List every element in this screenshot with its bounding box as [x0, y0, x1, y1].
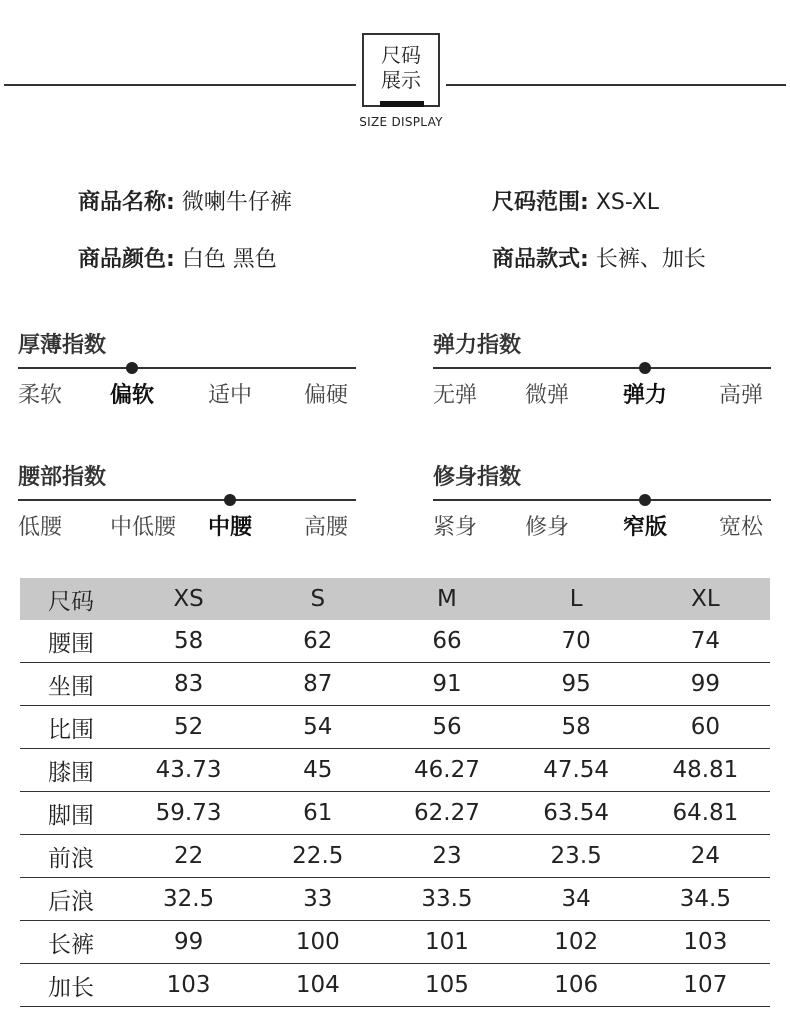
measurement-value: 100: [253, 921, 382, 964]
measurement-value: 104: [253, 964, 382, 1007]
product-style-label: 商品款式:: [492, 247, 589, 272]
index-title: 厚薄指数: [18, 333, 107, 358]
size-table: [20, 578, 770, 1007]
product-color: [78, 242, 277, 273]
measurement-value: 105: [382, 964, 511, 1007]
badge-line-2: 展示: [381, 68, 421, 92]
index-option: 中低腰: [110, 515, 177, 540]
measurement-value: 74: [641, 620, 770, 663]
index-option: 宽松: [719, 515, 764, 540]
table-row: [20, 749, 770, 792]
elasticity-index: [433, 328, 771, 418]
table-row: [20, 792, 770, 835]
product-style: [492, 242, 706, 273]
measurement-value: 23.5: [512, 835, 641, 878]
measurement-value: 102: [512, 921, 641, 964]
index-option: 中腰: [208, 515, 253, 540]
index-option: 柔软: [18, 383, 63, 408]
index-track: [18, 499, 356, 501]
index-title: 腰部指数: [18, 465, 107, 490]
badge-line-1: 尺码: [381, 43, 421, 67]
measurement-value: 95: [512, 663, 641, 706]
product-name-value: 微喇牛仔裤: [181, 190, 292, 215]
table-row: [20, 706, 770, 749]
header-rule-left: [4, 84, 356, 86]
measurement-value: 106: [512, 964, 641, 1007]
measurement-name: 坐围: [20, 663, 124, 706]
size-range-label: 尺码范围:: [492, 190, 589, 215]
measurement-value: 33.5: [382, 878, 511, 921]
size-range: [492, 185, 659, 216]
measurement-value: 45: [253, 749, 382, 792]
size-table-header-cell: XS: [173, 586, 204, 612]
size-table-header-cell: L: [569, 586, 583, 612]
measurement-value: 101: [382, 921, 511, 964]
measurement-value: 87: [253, 663, 382, 706]
product-color-label: 商品颜色:: [78, 247, 175, 272]
measurement-value: 70: [512, 620, 641, 663]
measurement-value: 34: [512, 878, 641, 921]
measurement-value: 32.5: [124, 878, 253, 921]
measurement-value: 60: [641, 706, 770, 749]
measurement-value: 34.5: [641, 878, 770, 921]
index-marker: [126, 362, 138, 374]
measurement-value: 54: [253, 706, 382, 749]
size-range-value: XS-XL: [595, 190, 660, 215]
index-option: 紧身: [433, 515, 478, 540]
index-option: 低腰: [18, 515, 63, 540]
measurement-value: 62: [253, 620, 382, 663]
measurement-value: 59.73: [124, 792, 253, 835]
measurement-value: 58: [512, 706, 641, 749]
index-title: 修身指数: [433, 465, 522, 490]
measurement-value: 103: [641, 921, 770, 964]
measurement-value: 47.54: [512, 749, 641, 792]
measurement-value: 22.5: [253, 835, 382, 878]
measurement-value: 99: [124, 921, 253, 964]
product-style-value: 长裤、加长: [595, 247, 706, 272]
size-table-header-cell: S: [310, 586, 326, 612]
measurement-value: 63.54: [512, 792, 641, 835]
measurement-value: 99: [641, 663, 770, 706]
measurement-value: 22: [124, 835, 253, 878]
size-display-subtitle: SIZE DISPLAY: [359, 115, 443, 129]
index-option: 适中: [208, 383, 253, 408]
measurement-value: 107: [641, 964, 770, 1007]
size-display-badge: [362, 33, 440, 107]
table-row: [20, 663, 770, 706]
product-name: [78, 185, 292, 216]
measurement-value: 83: [124, 663, 253, 706]
size-table-header-cell: 尺码: [48, 588, 94, 615]
table-row: [20, 921, 770, 964]
measurement-value: 62.27: [382, 792, 511, 835]
measurement-value: 66: [382, 620, 511, 663]
thickness-index: [18, 328, 356, 418]
index-option: 高腰: [304, 515, 349, 540]
measurement-name: 脚围: [20, 792, 124, 835]
badge-underline: [380, 101, 424, 107]
table-row: [20, 964, 770, 1007]
index-marker: [639, 362, 651, 374]
index-marker: [639, 494, 651, 506]
index-option: 弹力: [623, 383, 668, 408]
product-color-value: 白色 黑色: [181, 247, 277, 272]
measurement-value: 33: [253, 878, 382, 921]
measurement-name: 加长: [20, 964, 124, 1007]
table-row: [20, 878, 770, 921]
measurement-value: 91: [382, 663, 511, 706]
measurement-value: 48.81: [641, 749, 770, 792]
product-name-label: 商品名称:: [78, 190, 175, 215]
index-marker: [224, 494, 236, 506]
measurement-value: 46.27: [382, 749, 511, 792]
measurement-value: 103: [124, 964, 253, 1007]
index-option: 修身: [525, 515, 570, 540]
size-table-header-cell: M: [437, 586, 457, 612]
measurement-value: 56: [382, 706, 511, 749]
measurement-value: 24: [641, 835, 770, 878]
size-table-header-cell: XL: [691, 586, 720, 612]
measurement-value: 23: [382, 835, 511, 878]
index-option: 微弹: [525, 383, 570, 408]
index-option: 无弹: [433, 383, 478, 408]
index-track: [433, 499, 771, 501]
measurement-name: 长裤: [20, 921, 124, 964]
waist-index: [18, 460, 356, 550]
index-option: 偏软: [110, 383, 155, 408]
table-row: [20, 835, 770, 878]
measurement-value: 61: [253, 792, 382, 835]
index-option: 高弹: [719, 383, 764, 408]
measurement-name: 后浪: [20, 878, 124, 921]
index-title: 弹力指数: [433, 333, 522, 358]
measurement-value: 58: [124, 620, 253, 663]
measurement-name: 腰围: [20, 620, 124, 663]
size-table-header: [20, 578, 770, 620]
measurement-name: 前浪: [20, 835, 124, 878]
index-track: [18, 367, 356, 369]
index-track: [433, 367, 771, 369]
index-option: 偏硬: [304, 383, 349, 408]
measurement-value: 43.73: [124, 749, 253, 792]
fit-index: [433, 460, 771, 550]
measurement-value: 64.81: [641, 792, 770, 835]
header-rule-right: [446, 84, 786, 86]
measurement-name: 比围: [20, 706, 124, 749]
index-option: 窄版: [623, 515, 668, 540]
measurement-name: 膝围: [20, 749, 124, 792]
measurement-value: 52: [124, 706, 253, 749]
table-row: [20, 620, 770, 663]
